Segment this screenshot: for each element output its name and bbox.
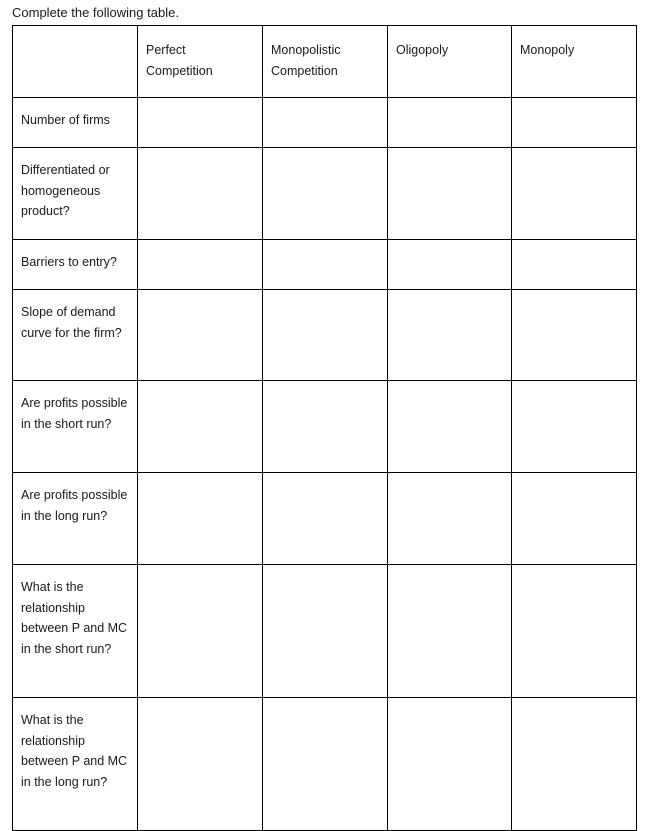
answer-cell[interactable] xyxy=(512,98,637,148)
answer-cell[interactable] xyxy=(263,473,388,565)
answer-cell[interactable] xyxy=(263,240,388,290)
answer-cell[interactable] xyxy=(512,565,637,698)
answer-cell[interactable] xyxy=(512,698,637,831)
answer-cell[interactable] xyxy=(138,381,263,473)
header-row xyxy=(13,26,637,98)
answer-cell[interactable] xyxy=(512,148,637,240)
table-row xyxy=(13,381,637,473)
table-row xyxy=(13,148,637,240)
answer-cell[interactable] xyxy=(512,473,637,565)
answer-cell[interactable] xyxy=(512,240,637,290)
row-label-p-mc-short-run: What is the relationship between P and MC in the short run? xyxy=(13,565,138,698)
answer-cell[interactable] xyxy=(138,565,263,698)
market-structures-table xyxy=(12,25,637,831)
row-label-barriers-to-entry: Barriers to entry? xyxy=(13,240,138,290)
answer-cell[interactable] xyxy=(138,290,263,381)
header-oligopoly: Oligopoly xyxy=(388,26,512,98)
corner-header-cell xyxy=(13,26,138,98)
answer-cell[interactable] xyxy=(388,98,512,148)
answer-cell[interactable] xyxy=(263,98,388,148)
answer-cell[interactable] xyxy=(263,148,388,240)
answer-cell[interactable] xyxy=(138,240,263,290)
answer-cell[interactable] xyxy=(263,290,388,381)
answer-cell[interactable] xyxy=(263,381,388,473)
table-row xyxy=(13,290,637,381)
header-perfect-competition: Perfect Competition xyxy=(138,26,263,98)
answer-cell[interactable] xyxy=(388,565,512,698)
answer-cell[interactable] xyxy=(138,98,263,148)
header-monopoly: Monopoly xyxy=(512,26,637,98)
row-label-long-run-profits: Are profits possible in the long run? xyxy=(13,473,138,565)
instruction-text: Complete the following table. xyxy=(12,5,179,20)
table-row xyxy=(13,698,637,831)
table-row xyxy=(13,240,637,290)
answer-cell[interactable] xyxy=(388,698,512,831)
table-row xyxy=(13,473,637,565)
answer-cell[interactable] xyxy=(388,148,512,240)
table-row xyxy=(13,98,637,148)
answer-cell[interactable] xyxy=(388,290,512,381)
answer-cell[interactable] xyxy=(263,698,388,831)
answer-cell[interactable] xyxy=(388,473,512,565)
row-label-demand-slope: Slope of demand curve for the firm? xyxy=(13,290,138,381)
row-label-short-run-profits: Are profits possible in the short run? xyxy=(13,381,138,473)
answer-cell[interactable] xyxy=(138,698,263,831)
answer-cell[interactable] xyxy=(263,565,388,698)
row-label-p-mc-long-run: What is the relationship between P and MC in the long run? xyxy=(13,698,138,831)
answer-cell[interactable] xyxy=(138,473,263,565)
table-row xyxy=(13,565,637,698)
answer-cell[interactable] xyxy=(388,240,512,290)
answer-cell[interactable] xyxy=(512,290,637,381)
row-label-number-of-firms: Number of firms xyxy=(13,98,138,148)
answer-cell[interactable] xyxy=(512,381,637,473)
header-monopolistic-competition: Monopolistic Competition xyxy=(263,26,388,98)
answer-cell[interactable] xyxy=(138,148,263,240)
row-label-product-type: Differentiated or homogeneous product? xyxy=(13,148,138,240)
answer-cell[interactable] xyxy=(388,381,512,473)
